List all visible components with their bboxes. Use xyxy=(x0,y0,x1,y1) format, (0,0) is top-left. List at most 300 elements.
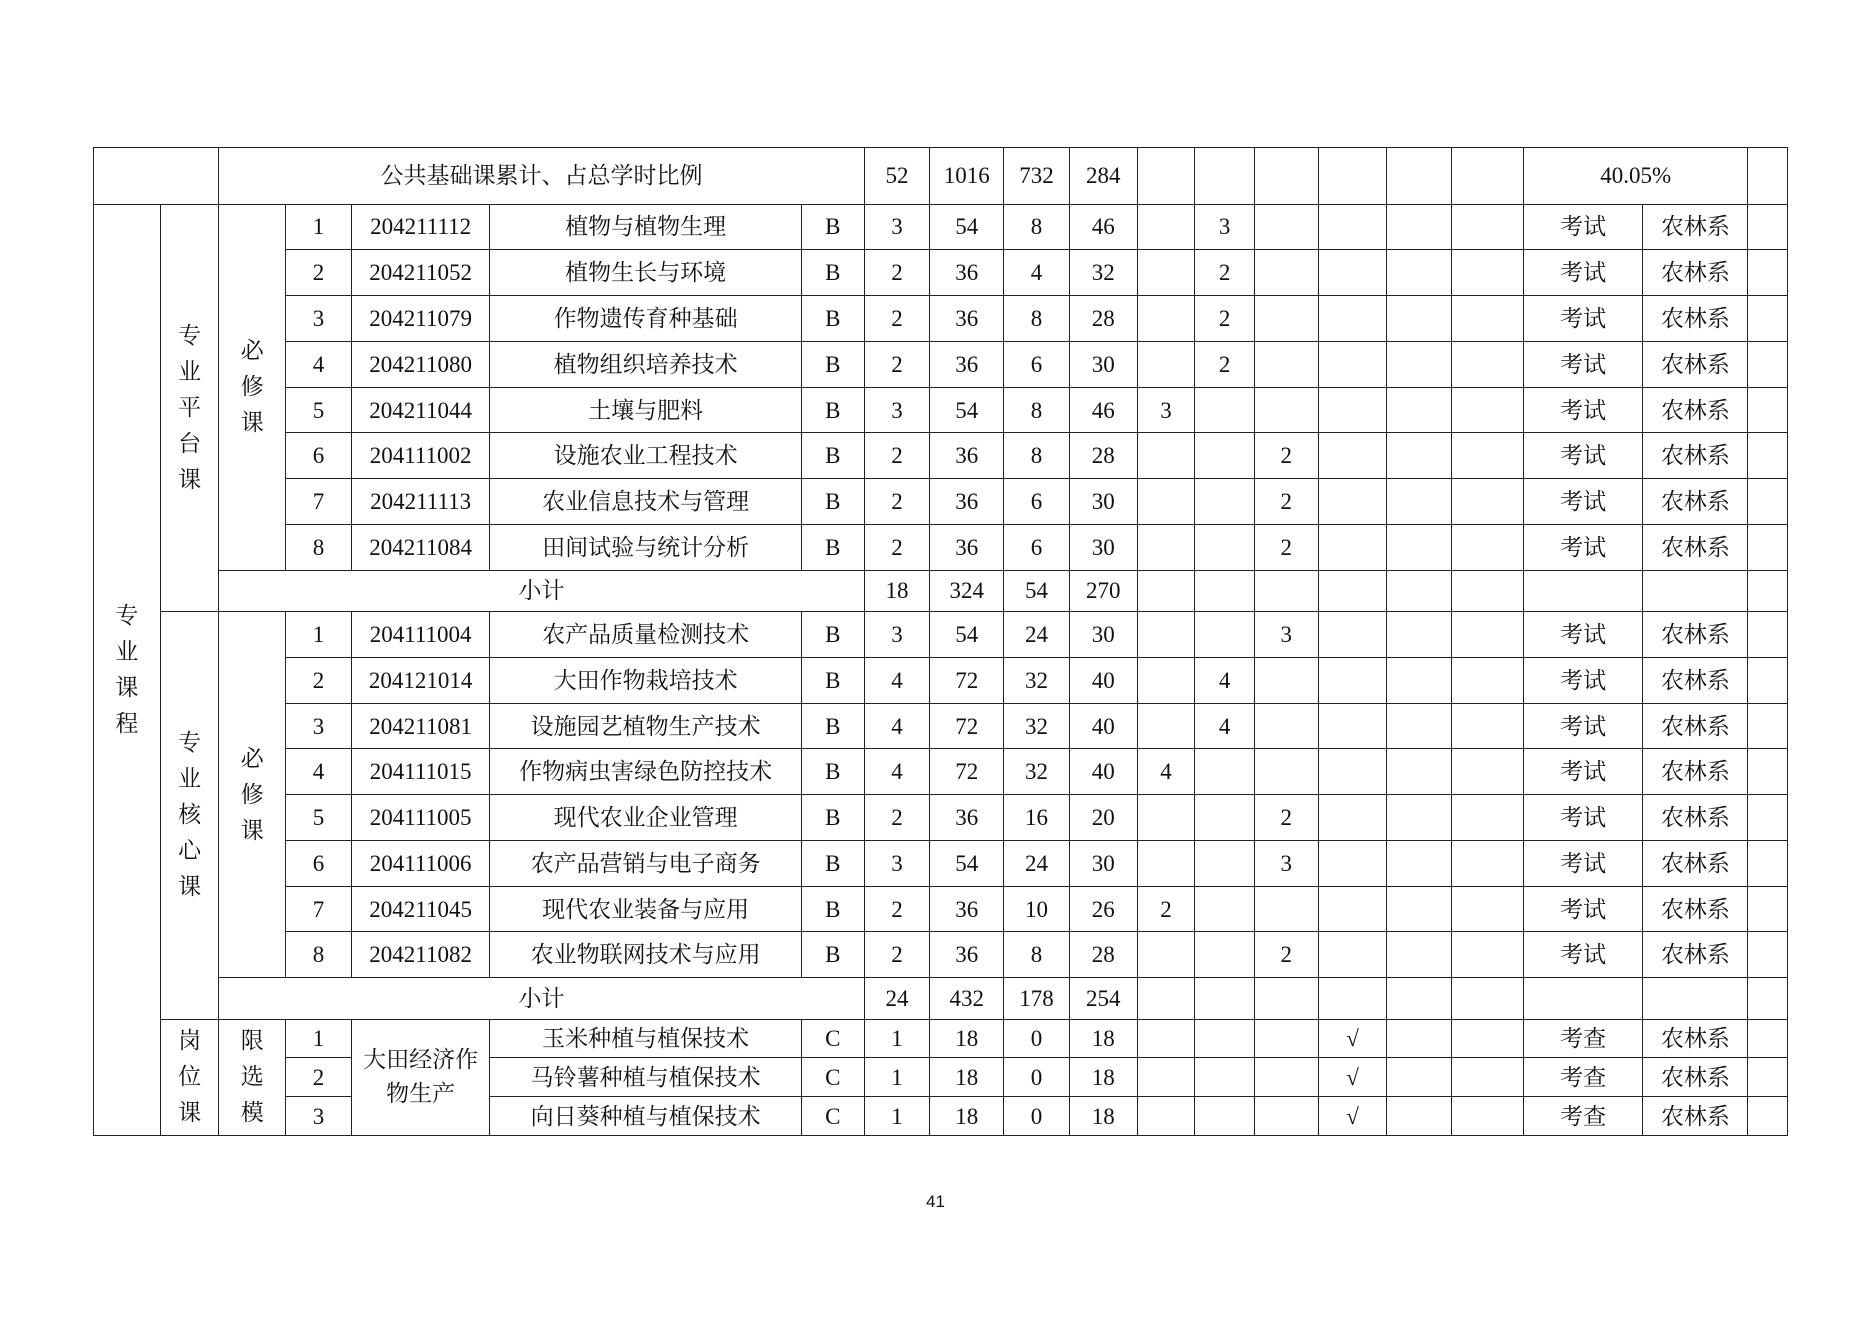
course-no: 5 xyxy=(286,387,352,433)
semester-hours xyxy=(1318,749,1387,795)
course-name: 农业物联网技术与应用 xyxy=(490,932,801,978)
course-credits: 1 xyxy=(864,1058,930,1097)
semester-hours xyxy=(1387,1097,1452,1136)
summary-total-hours: 1016 xyxy=(930,148,1004,205)
blank-cell xyxy=(1748,886,1788,932)
course-theory-hours: 6 xyxy=(1004,341,1070,387)
subtotal-total-hours: 324 xyxy=(930,570,1004,611)
semester-hours xyxy=(1137,250,1195,296)
course-type: B xyxy=(801,204,864,250)
blank-cell xyxy=(1318,148,1387,205)
table-row xyxy=(94,296,1788,342)
semester-hours xyxy=(1387,703,1452,749)
course-type: B xyxy=(801,387,864,433)
course-code: 204111015 xyxy=(351,749,490,795)
course-no: 3 xyxy=(286,703,352,749)
semester-hours xyxy=(1137,932,1195,978)
course-credits: 2 xyxy=(864,795,930,841)
semester-hours xyxy=(1137,795,1195,841)
semester-hours: 2 xyxy=(1254,524,1318,570)
assessment-type: 考试 xyxy=(1523,479,1642,525)
semester-hours xyxy=(1452,932,1524,978)
semester-hours xyxy=(1195,1058,1255,1097)
assessment-type: 考试 xyxy=(1523,204,1642,250)
course-type: B xyxy=(801,657,864,703)
core-course-label: 专业核心课 xyxy=(160,612,219,1020)
page-number: 41 xyxy=(926,1192,945,1211)
course-total-hours: 18 xyxy=(930,1019,1004,1058)
platform-course-label: 专业平台课 xyxy=(160,204,219,612)
semester-hours xyxy=(1195,840,1255,886)
semester-hours: 2 xyxy=(1254,932,1318,978)
course-code: 204211080 xyxy=(351,341,490,387)
course-theory-hours: 4 xyxy=(1004,250,1070,296)
subtotal-practice-hours: 270 xyxy=(1069,570,1137,611)
course-type: B xyxy=(801,341,864,387)
semester-hours xyxy=(1452,341,1524,387)
course-total-hours: 72 xyxy=(930,657,1004,703)
table-row xyxy=(94,886,1788,932)
subtotal-theory-hours: 54 xyxy=(1004,570,1070,611)
semester-hours xyxy=(1254,204,1318,250)
department: 农林系 xyxy=(1643,1019,1748,1058)
department: 农林系 xyxy=(1643,703,1748,749)
module-name: 大田经济作物生产 xyxy=(351,1019,490,1135)
course-credits: 3 xyxy=(864,204,930,250)
semester-hours xyxy=(1318,840,1387,886)
table-row xyxy=(94,840,1788,886)
department: 农林系 xyxy=(1643,1058,1748,1097)
category-label: 专业课程 xyxy=(94,204,161,1135)
course-credits: 1 xyxy=(864,1019,930,1058)
semester-hours xyxy=(1195,932,1255,978)
course-theory-hours: 24 xyxy=(1004,840,1070,886)
semester-hours xyxy=(1195,1097,1255,1136)
table-row xyxy=(94,657,1788,703)
blank-cell xyxy=(1748,749,1788,795)
course-code: 204121014 xyxy=(351,657,490,703)
course-no: 8 xyxy=(286,524,352,570)
semester-hours xyxy=(1452,433,1524,479)
subtotal-row xyxy=(94,570,1788,611)
course-theory-hours: 10 xyxy=(1004,886,1070,932)
course-total-hours: 18 xyxy=(930,1097,1004,1136)
semester-hours xyxy=(1452,524,1524,570)
course-no: 7 xyxy=(286,479,352,525)
semester-hours xyxy=(1137,296,1195,342)
blank-cell xyxy=(1318,570,1387,611)
assessment-type: 考查 xyxy=(1523,1019,1642,1058)
assessment-type: 考试 xyxy=(1523,341,1642,387)
semester-hours xyxy=(1452,250,1524,296)
assessment-type: 考试 xyxy=(1523,657,1642,703)
semester-hours xyxy=(1137,703,1195,749)
blank-cell xyxy=(94,148,219,205)
assessment-type: 考查 xyxy=(1523,1058,1642,1097)
course-name: 作物遗传育种基础 xyxy=(490,296,801,342)
blank-cell xyxy=(1254,978,1318,1019)
course-credits: 2 xyxy=(864,433,930,479)
department: 农林系 xyxy=(1643,612,1748,658)
semester-hours: √ xyxy=(1318,1019,1387,1058)
semester-hours xyxy=(1318,387,1387,433)
course-code: 204111002 xyxy=(351,433,490,479)
course-total-hours: 54 xyxy=(930,612,1004,658)
course-total-hours: 72 xyxy=(930,749,1004,795)
semester-hours xyxy=(1318,703,1387,749)
course-name: 向日葵种植与植保技术 xyxy=(490,1097,801,1136)
course-no: 2 xyxy=(286,250,352,296)
blank-cell xyxy=(1195,570,1255,611)
course-theory-hours: 6 xyxy=(1004,524,1070,570)
course-code: 204211052 xyxy=(351,250,490,296)
course-code: 204111004 xyxy=(351,612,490,658)
course-total-hours: 36 xyxy=(930,479,1004,525)
semester-hours xyxy=(1137,479,1195,525)
semester-hours xyxy=(1195,1019,1255,1058)
assessment-type: 考试 xyxy=(1523,612,1642,658)
department: 农林系 xyxy=(1643,524,1748,570)
course-type: B xyxy=(801,840,864,886)
course-no: 8 xyxy=(286,932,352,978)
table-row xyxy=(94,341,1788,387)
assessment-type: 考试 xyxy=(1523,387,1642,433)
blank-cell xyxy=(1748,387,1788,433)
course-total-hours: 54 xyxy=(930,387,1004,433)
blank-cell xyxy=(1748,932,1788,978)
subtotal-theory-hours: 178 xyxy=(1004,978,1070,1019)
department: 农林系 xyxy=(1643,749,1748,795)
blank-cell xyxy=(1748,795,1788,841)
semester-hours: √ xyxy=(1318,1058,1387,1097)
department: 农林系 xyxy=(1643,886,1748,932)
department: 农林系 xyxy=(1643,250,1748,296)
blank-cell xyxy=(1748,341,1788,387)
department: 农林系 xyxy=(1643,433,1748,479)
course-code: 204211079 xyxy=(351,296,490,342)
course-practice-hours: 32 xyxy=(1069,250,1137,296)
course-type: B xyxy=(801,612,864,658)
course-type: B xyxy=(801,479,864,525)
course-no: 1 xyxy=(286,204,352,250)
course-theory-hours: 0 xyxy=(1004,1019,1070,1058)
blank-cell xyxy=(1748,204,1788,250)
table-row xyxy=(94,612,1788,658)
semester-hours xyxy=(1318,612,1387,658)
course-total-hours: 36 xyxy=(930,433,1004,479)
semester-hours xyxy=(1387,795,1452,841)
semester-hours: 2 xyxy=(1195,341,1255,387)
blank-cell xyxy=(1137,148,1195,205)
course-theory-hours: 8 xyxy=(1004,932,1070,978)
semester-hours xyxy=(1387,479,1452,525)
course-type: B xyxy=(801,524,864,570)
semester-hours xyxy=(1137,1097,1195,1136)
semester-hours xyxy=(1254,749,1318,795)
course-no: 7 xyxy=(286,886,352,932)
semester-hours: 4 xyxy=(1195,657,1255,703)
blank-cell xyxy=(1748,657,1788,703)
semester-hours xyxy=(1195,612,1255,658)
blank-cell xyxy=(1748,570,1788,611)
department: 农林系 xyxy=(1643,341,1748,387)
semester-hours: 2 xyxy=(1254,479,1318,525)
blank-cell xyxy=(1748,978,1788,1019)
course-no: 4 xyxy=(286,341,352,387)
curriculum-table xyxy=(93,147,1788,1136)
semester-hours xyxy=(1195,479,1255,525)
semester-hours xyxy=(1318,524,1387,570)
semester-hours xyxy=(1452,387,1524,433)
course-credits: 3 xyxy=(864,612,930,658)
course-code: 204111005 xyxy=(351,795,490,841)
blank-cell xyxy=(1195,978,1255,1019)
course-practice-hours: 18 xyxy=(1069,1019,1137,1058)
blank-cell xyxy=(1318,978,1387,1019)
semester-hours xyxy=(1318,341,1387,387)
table-row xyxy=(94,703,1788,749)
course-theory-hours: 0 xyxy=(1004,1097,1070,1136)
semester-hours xyxy=(1254,1097,1318,1136)
semester-hours xyxy=(1452,612,1524,658)
course-type: B xyxy=(801,795,864,841)
blank-cell xyxy=(1643,570,1748,611)
department: 农林系 xyxy=(1643,204,1748,250)
table-row xyxy=(94,524,1788,570)
blank-cell xyxy=(1748,524,1788,570)
blank-cell xyxy=(1195,148,1255,205)
blank-cell xyxy=(1748,703,1788,749)
subtotal-credits: 24 xyxy=(864,978,930,1019)
core-nature-label: 必修课 xyxy=(219,612,286,978)
table-row xyxy=(94,1019,1788,1058)
semester-hours xyxy=(1387,296,1452,342)
course-code: 204211084 xyxy=(351,524,490,570)
semester-hours xyxy=(1387,433,1452,479)
table-row xyxy=(94,1058,1788,1097)
table-row xyxy=(94,795,1788,841)
course-code: 204211044 xyxy=(351,387,490,433)
course-name: 植物与植物生理 xyxy=(490,204,801,250)
blank-cell xyxy=(1387,570,1452,611)
course-practice-hours: 28 xyxy=(1069,932,1137,978)
course-code: 204211081 xyxy=(351,703,490,749)
semester-hours xyxy=(1452,204,1524,250)
course-no: 2 xyxy=(286,657,352,703)
course-practice-hours: 40 xyxy=(1069,749,1137,795)
course-code: 204211082 xyxy=(351,932,490,978)
semester-hours xyxy=(1387,250,1452,296)
course-practice-hours: 20 xyxy=(1069,795,1137,841)
course-credits: 2 xyxy=(864,250,930,296)
semester-hours xyxy=(1387,341,1452,387)
semester-hours xyxy=(1137,840,1195,886)
course-credits: 2 xyxy=(864,886,930,932)
post-course-label: 岗位课 xyxy=(160,1019,219,1135)
course-name: 田间试验与统计分析 xyxy=(490,524,801,570)
semester-hours xyxy=(1387,387,1452,433)
semester-hours: 3 xyxy=(1137,387,1195,433)
course-name: 现代农业企业管理 xyxy=(490,795,801,841)
course-credits: 2 xyxy=(864,296,930,342)
course-theory-hours: 32 xyxy=(1004,703,1070,749)
assessment-type: 考查 xyxy=(1523,1097,1642,1136)
course-theory-hours: 8 xyxy=(1004,204,1070,250)
course-credits: 2 xyxy=(864,479,930,525)
course-practice-hours: 28 xyxy=(1069,296,1137,342)
course-code: 204211113 xyxy=(351,479,490,525)
course-practice-hours: 30 xyxy=(1069,524,1137,570)
summary-practice-hours: 284 xyxy=(1069,148,1137,205)
course-type: B xyxy=(801,250,864,296)
semester-hours xyxy=(1318,479,1387,525)
semester-hours xyxy=(1254,341,1318,387)
semester-hours xyxy=(1387,1019,1452,1058)
blank-cell xyxy=(1387,978,1452,1019)
department: 农林系 xyxy=(1643,840,1748,886)
assessment-type: 考试 xyxy=(1523,703,1642,749)
semester-hours xyxy=(1254,1058,1318,1097)
course-name: 农产品质量检测技术 xyxy=(490,612,801,658)
table-row xyxy=(94,1097,1788,1136)
semester-hours: 2 xyxy=(1254,795,1318,841)
semester-hours xyxy=(1452,1097,1524,1136)
blank-cell xyxy=(1748,840,1788,886)
course-theory-hours: 24 xyxy=(1004,612,1070,658)
assessment-type: 考试 xyxy=(1523,296,1642,342)
course-type: B xyxy=(801,932,864,978)
semester-hours xyxy=(1318,250,1387,296)
semester-hours xyxy=(1452,479,1524,525)
semester-hours: 4 xyxy=(1137,749,1195,795)
course-total-hours: 54 xyxy=(930,840,1004,886)
semester-hours xyxy=(1387,886,1452,932)
blank-cell xyxy=(1523,570,1642,611)
semester-hours: 3 xyxy=(1195,204,1255,250)
semester-hours xyxy=(1318,296,1387,342)
blank-cell xyxy=(1452,978,1524,1019)
assessment-type: 考试 xyxy=(1523,886,1642,932)
course-no: 2 xyxy=(286,1058,352,1097)
semester-hours xyxy=(1387,1058,1452,1097)
course-name: 农业信息技术与管理 xyxy=(490,479,801,525)
course-theory-hours: 6 xyxy=(1004,479,1070,525)
assessment-type: 考试 xyxy=(1523,250,1642,296)
semester-hours xyxy=(1452,703,1524,749)
course-no: 4 xyxy=(286,749,352,795)
table-row xyxy=(94,250,1788,296)
semester-hours xyxy=(1318,657,1387,703)
assessment-type: 考试 xyxy=(1523,795,1642,841)
course-total-hours: 54 xyxy=(930,204,1004,250)
summary-row xyxy=(94,148,1788,205)
blank-cell xyxy=(1748,433,1788,479)
table-row xyxy=(94,204,1788,250)
semester-hours: 2 xyxy=(1195,250,1255,296)
semester-hours xyxy=(1195,795,1255,841)
course-type: B xyxy=(801,886,864,932)
course-theory-hours: 8 xyxy=(1004,433,1070,479)
blank-cell xyxy=(1748,612,1788,658)
semester-hours xyxy=(1452,749,1524,795)
semester-hours xyxy=(1387,749,1452,795)
course-theory-hours: 0 xyxy=(1004,1058,1070,1097)
course-no: 6 xyxy=(286,433,352,479)
course-practice-hours: 30 xyxy=(1069,840,1137,886)
course-no: 1 xyxy=(286,612,352,658)
course-name: 作物病虫害绿色防控技术 xyxy=(490,749,801,795)
course-no: 1 xyxy=(286,1019,352,1058)
course-type: B xyxy=(801,296,864,342)
course-total-hours: 36 xyxy=(930,795,1004,841)
course-name: 植物生长与环境 xyxy=(490,250,801,296)
semester-hours xyxy=(1254,387,1318,433)
course-no: 3 xyxy=(286,1097,352,1136)
semester-hours xyxy=(1195,524,1255,570)
course-total-hours: 36 xyxy=(930,250,1004,296)
course-practice-hours: 40 xyxy=(1069,657,1137,703)
blank-cell xyxy=(1254,570,1318,611)
department: 农林系 xyxy=(1643,795,1748,841)
course-name: 农产品营销与电子商务 xyxy=(490,840,801,886)
semester-hours xyxy=(1452,296,1524,342)
course-type: B xyxy=(801,703,864,749)
course-practice-hours: 30 xyxy=(1069,341,1137,387)
semester-hours xyxy=(1137,1019,1195,1058)
course-type: B xyxy=(801,749,864,795)
course-type: C xyxy=(801,1058,864,1097)
subtotal-label: 小计 xyxy=(219,570,864,611)
course-practice-hours: 30 xyxy=(1069,479,1137,525)
semester-hours xyxy=(1452,840,1524,886)
blank-cell xyxy=(1748,479,1788,525)
table-row xyxy=(94,479,1788,525)
course-practice-hours: 18 xyxy=(1069,1097,1137,1136)
course-credits: 3 xyxy=(864,840,930,886)
course-name: 玉米种植与植保技术 xyxy=(490,1019,801,1058)
course-practice-hours: 46 xyxy=(1069,387,1137,433)
course-practice-hours: 28 xyxy=(1069,433,1137,479)
semester-hours xyxy=(1137,204,1195,250)
semester-hours xyxy=(1452,795,1524,841)
course-practice-hours: 26 xyxy=(1069,886,1137,932)
semester-hours xyxy=(1195,886,1255,932)
semester-hours xyxy=(1387,524,1452,570)
blank-cell xyxy=(1523,978,1642,1019)
table-row xyxy=(94,932,1788,978)
assessment-type: 考试 xyxy=(1523,433,1642,479)
course-theory-hours: 32 xyxy=(1004,657,1070,703)
table-row xyxy=(94,387,1788,433)
course-code: 204211045 xyxy=(351,886,490,932)
semester-hours: 3 xyxy=(1254,840,1318,886)
department: 农林系 xyxy=(1643,479,1748,525)
course-theory-hours: 8 xyxy=(1004,387,1070,433)
blank-cell xyxy=(1748,1097,1788,1136)
semester-hours xyxy=(1318,433,1387,479)
assessment-type: 考试 xyxy=(1523,932,1642,978)
subtotal-label: 小计 xyxy=(219,978,864,1019)
semester-hours xyxy=(1254,250,1318,296)
department: 农林系 xyxy=(1643,1097,1748,1136)
semester-hours xyxy=(1387,840,1452,886)
course-name: 设施园艺植物生产技术 xyxy=(490,703,801,749)
course-theory-hours: 32 xyxy=(1004,749,1070,795)
course-name: 马铃薯种植与植保技术 xyxy=(490,1058,801,1097)
blank-cell xyxy=(1387,148,1452,205)
course-type: B xyxy=(801,433,864,479)
semester-hours xyxy=(1137,524,1195,570)
